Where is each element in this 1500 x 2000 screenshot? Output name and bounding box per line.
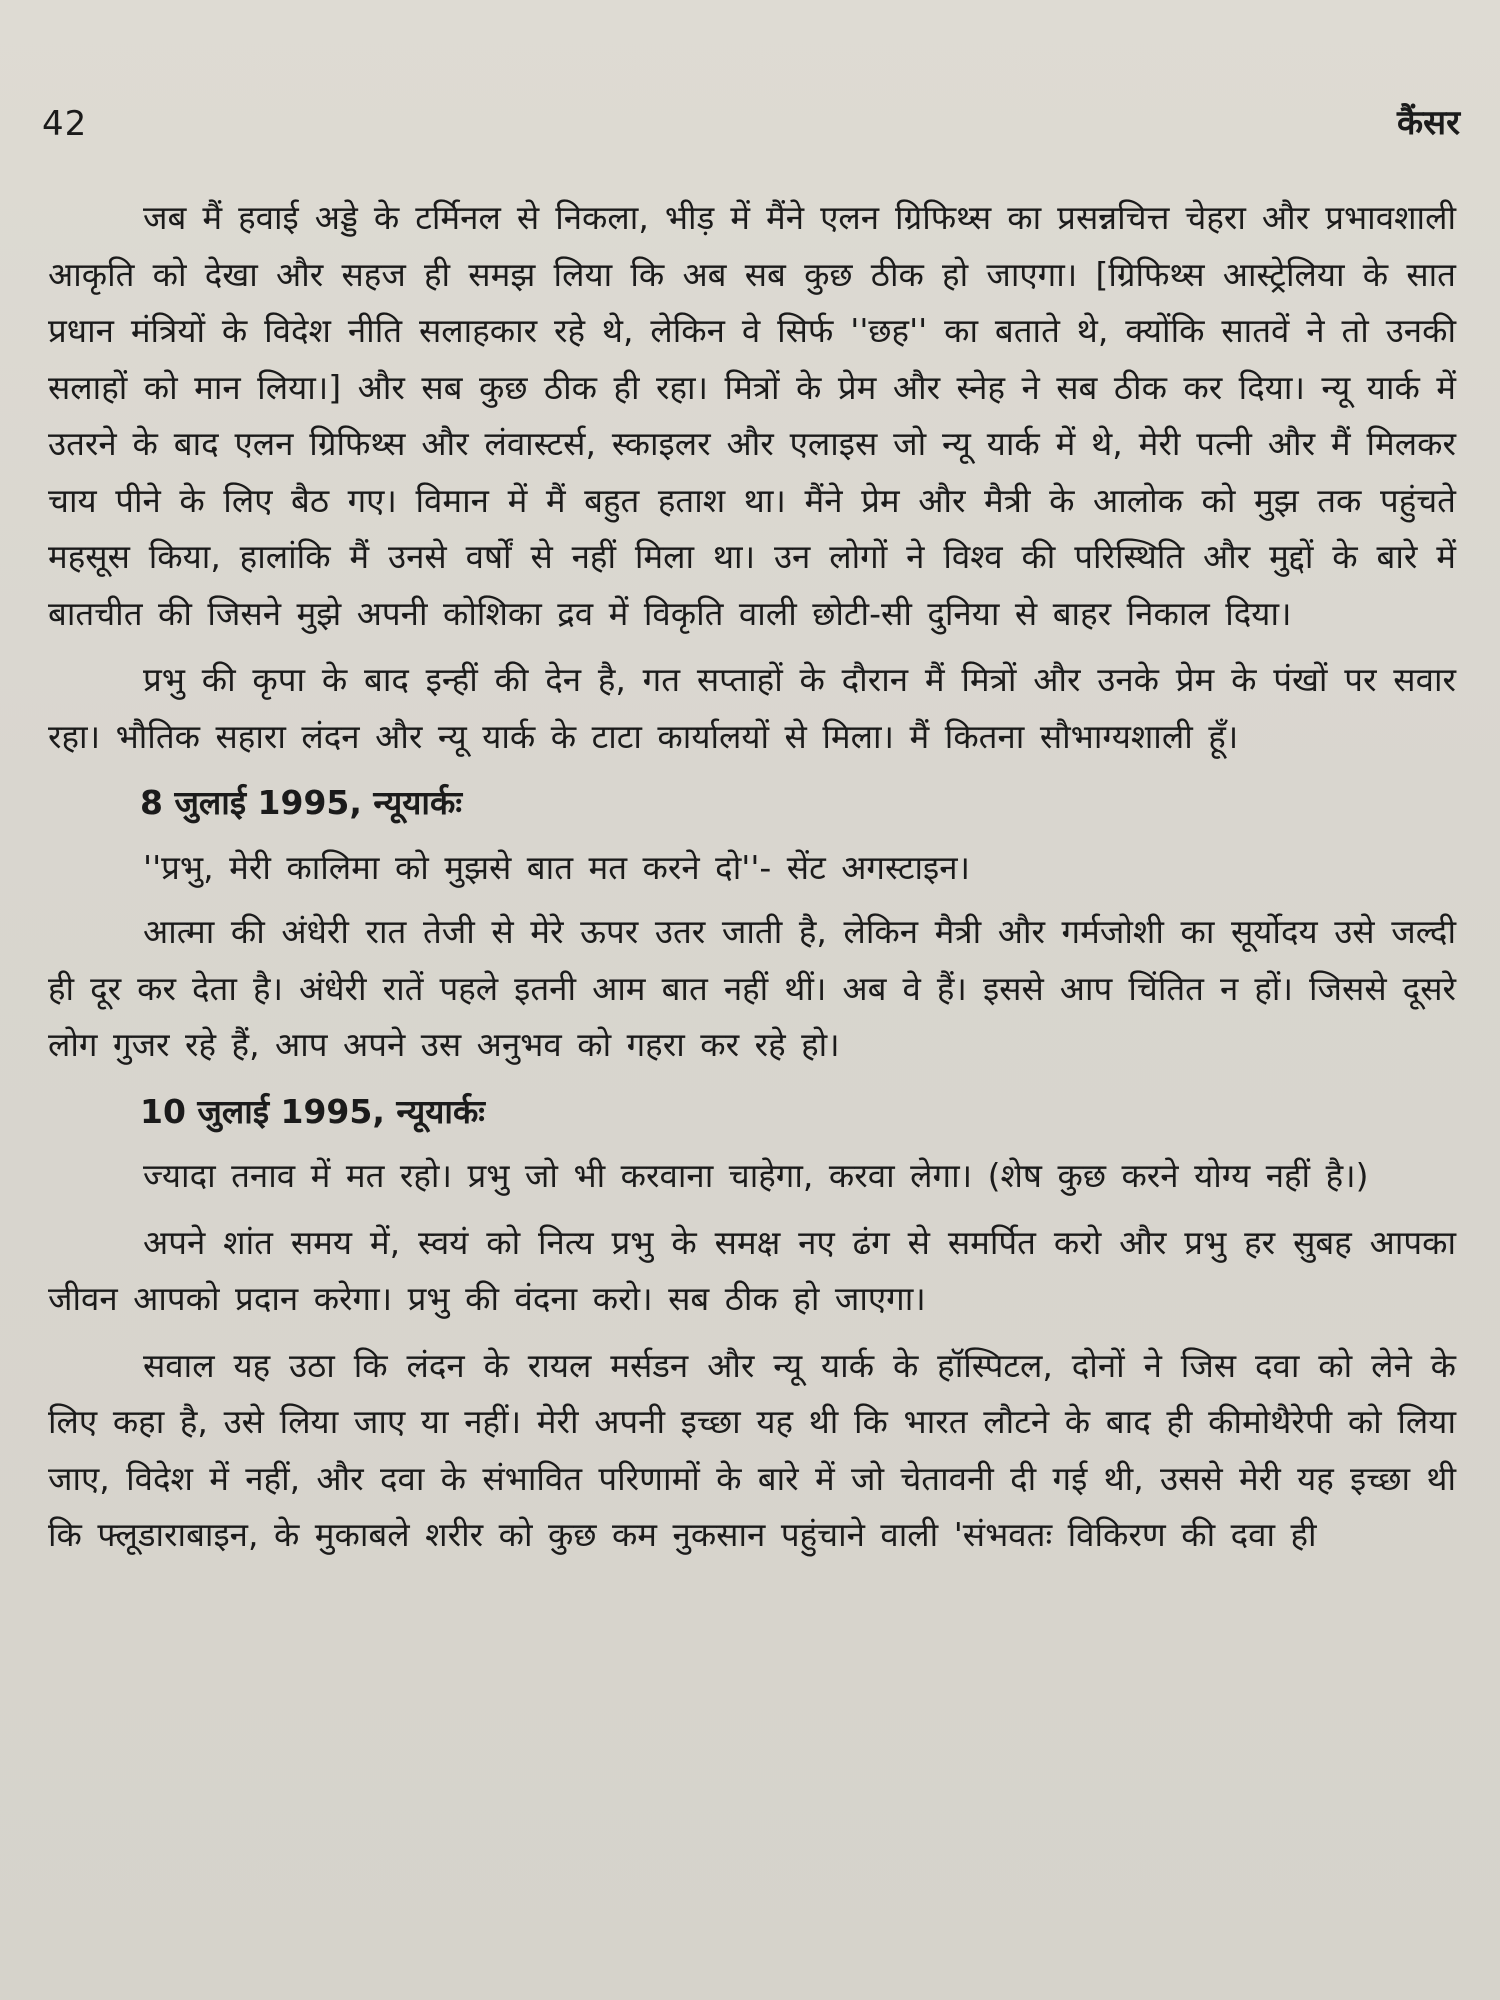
date-heading-2: 10 जुलाई 1995, न्यूयार्कः <box>140 1091 485 1131</box>
paragraph-5: अपने शांत समय में, स्वयं को नित्य प्रभु के समक्ष नए ढंग से समर्पित करो और प्रभु हर सुबह आपका जीवन आपको प्रदान करेगा। प्रभु की वंदना करो। सब ठीक हो जाएगा। <box>48 1222 1456 1318</box>
quote-1: ''प्रभु, मेरी कालिमा को मुझसे बात मत करने दो''- सेंट अगस्टाइन। <box>143 847 971 887</box>
page-header <box>42 98 1460 148</box>
page-body <box>48 190 1456 1574</box>
paragraph-2: प्रभु की कृपा के बाद इन्हीं की देन है, गत सप्ताहों के दौरान मैं मित्रों और उनके प्रेम के पंखों पर सवार रहा। भौतिक सहारा लंदन और न्यू यार्क के टाटा कार्यालयों से मिला। मैं कितना सौभाग्यशाली हूँ। <box>48 660 1456 756</box>
paragraph-3: आत्मा की अंधेरी रात तेजी से मेरे ऊपर उतर जाती है, लेकिन मैत्री और गर्मजोशी का सूर्योदय उसे जल्दी ही दूर कर देता है। अंधेरी रातें पहले इतनी आम बात नहीं थीं। अब वे हैं। इससे आप चिंतित न हों। जिससे दूसरे लोग गुजर रहे हैं, आप अपने उस अनुभव को गहरा कर रहे हो। <box>48 912 1456 1064</box>
paragraph-4: ज्यादा तनाव में मत रहो। प्रभु जो भी करवाना चाहेगा, करवा लेगा। (शेष कुछ करने योग्य नहीं है।) <box>143 1156 1369 1195</box>
running-title: कैंसर <box>1396 103 1460 143</box>
page-number: 42 <box>42 104 88 144</box>
date-heading-1: 8 जुलाई 1995, न्यूयार्कः <box>140 783 462 822</box>
paragraph-1: जब मैं हवाई अड्डे के टर्मिनल से निकला, भीड़ में मैंने एलन ग्रिफिथ्स का प्रसन्नचित्त चेहरा और प्रभावशाली आकृति को देखा और सहज ही समझ लिया कि अब सब कुछ ठीक हो जाएगा। [ग्रिफिथ्स आस्ट्रेलिया के सात प्रधान मंत्रियों के विदेश नीति सलाहकार रहे थे, लेकिन वे सिर्फ ''छह'' का बताते थे, क्योंकि सातवें ने तो उनकी सलाहों को मान लिया।] और सब कुछ ठीक ही रहा। मित्रों के प्रेम और स्नेह ने सब ठीक कर दिया। न्यू यार्क में उतरने के बाद एलन ग्रिफिथ्स और लंवास्टर्स, स्काइलर और एलाइस जो न्यू यार्क में थे, मेरी पत्नी और मैं मिलकर चाय पीने के लिए बैठ गए। विमान में मैं बहुत हताश था। मैंने प्रेम और मैत्री के आलोक को मुझ तक पहुंचते महसूस किया, हालांकि मैं उनसे वर्षों से नहीं मिला था। उन लोगों ने विश्व की परिस्थिति और मुद्दों के बारे में बातचीत की जिसने मुझे अपनी कोशिका द्रव में विकृति वाली छोटी-सी दुनिया से बाहर निकाल दिया। <box>48 198 1456 633</box>
paragraph-6: सवाल यह उठा कि लंदन के रायल मर्सडन और न्यू यार्क के हॉस्पिटल, दोनों ने जिस दवा को लेने के लिए कहा है, उसे लिया जाए या नहीं। मेरी अपनी इच्छा यह थी कि भारत लौटने के बाद ही कीमोथैरेपी को लिया जाए, विदेश में नहीं, और दवा के संभावित परिणामों के बारे में जो चेतावनी दी गई थी, उससे मेरी यह इच्छा थी कि फ्लूडाराबाइन, के मुकाबले शरीर को कुछ कम नुकसान पहुंचाने वाली 'संभवतः विकिरण की दवा ही <box>48 1345 1456 1554</box>
